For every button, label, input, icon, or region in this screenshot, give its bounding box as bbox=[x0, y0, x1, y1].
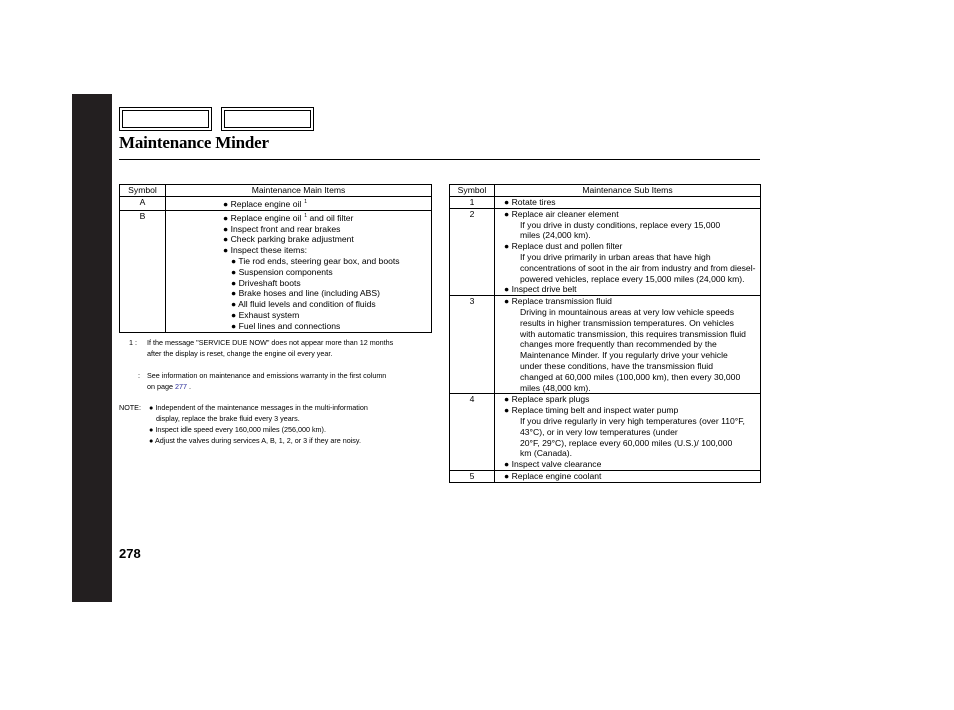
list-item: ● Rotate tires bbox=[504, 197, 556, 207]
footnote-mark: 1 bbox=[304, 212, 308, 219]
item-description: If you drive regularly in very high temperatures (over 110°F, 43°C), or in very low temperatures (under bbox=[520, 415, 745, 437]
item-description: 20°F, 29°C), replace every 60,000 miles (U.S.)/ 100,000 km (Canada). bbox=[520, 437, 733, 459]
footnote-mark: 1 bbox=[304, 199, 308, 205]
items-cell bbox=[495, 296, 761, 394]
column-header-items: Maintenance Main Items bbox=[166, 185, 432, 197]
items-cell bbox=[166, 197, 432, 211]
list-item: ● Replace engine oil $^1$ bbox=[223, 199, 308, 209]
footnote-label: 1 : bbox=[129, 338, 137, 347]
main-items-table bbox=[119, 184, 432, 333]
list-item: ● Driveshaft boots bbox=[231, 277, 301, 288]
list-item: ● Replace air cleaner element bbox=[504, 208, 619, 219]
page-title: Maintenance Minder bbox=[119, 133, 269, 152]
note-block bbox=[119, 402, 439, 450]
list-item: ● Replace dust and pollen filter bbox=[504, 241, 623, 252]
note-label: NOTE: bbox=[119, 403, 141, 412]
list-item: ● Replace timing belt and inspect water pump bbox=[504, 405, 679, 416]
title-divider bbox=[119, 159, 760, 160]
symbol-cell: 3 bbox=[450, 296, 495, 394]
footnote-text: If the message "SERVICE DUE NOW" does not appear more than 12 months bbox=[147, 338, 394, 347]
footnote-text: on page 277 . bbox=[147, 382, 191, 391]
footnote-text: See information on maintenance and emissions warranty in the first column bbox=[147, 371, 387, 380]
list-item: ● Exhaust system bbox=[231, 309, 300, 320]
items-cell bbox=[495, 470, 761, 482]
list-item: ● Replace engine coolant bbox=[504, 470, 602, 481]
list-item: ● Replace spark plugs bbox=[504, 394, 590, 405]
items-cell bbox=[166, 210, 432, 332]
list-item: ● Inspect these items: bbox=[223, 245, 308, 256]
table-header-row bbox=[450, 185, 761, 197]
list-item: ● Suspension components bbox=[231, 266, 333, 277]
symbol-cell: B bbox=[120, 210, 166, 332]
column-header-items: Maintenance Sub Items bbox=[495, 185, 761, 197]
list-item: ● Fuel lines and connections bbox=[231, 320, 341, 331]
table-row bbox=[450, 394, 761, 471]
note-text: ● Inspect idle speed every 160,000 miles (256,000 km). bbox=[149, 425, 326, 434]
note-text: ● Independent of the maintenance messages in the multi-information bbox=[149, 403, 368, 412]
list-item: ● Replace engine oil $^1$ and oil filter bbox=[223, 212, 354, 223]
list-item: ● Brake hoses and line (including ABS) bbox=[231, 288, 380, 299]
column-header-symbol: Symbol bbox=[450, 185, 495, 197]
table-header-row bbox=[120, 185, 432, 197]
footnote-text: after the display is reset, change the engine oil every year. bbox=[147, 349, 333, 358]
table-row bbox=[450, 470, 761, 482]
table-row bbox=[120, 210, 432, 332]
list-item: ● Inspect valve clearance bbox=[504, 459, 602, 470]
table-row bbox=[120, 197, 432, 211]
table-row bbox=[450, 208, 761, 295]
table-row bbox=[450, 197, 761, 209]
list-item: ● Check parking brake adjustment bbox=[223, 234, 354, 245]
header-tab-box-2 bbox=[221, 107, 314, 131]
list-item: ● Replace transmission fluid bbox=[504, 296, 612, 307]
items-cell bbox=[495, 208, 761, 295]
page-link[interactable]: 277 bbox=[174, 382, 187, 391]
symbol-cell: 4 bbox=[450, 394, 495, 471]
footnote-1 bbox=[119, 337, 439, 361]
list-item: ● All fluid levels and condition of fluids bbox=[231, 299, 376, 310]
footnote-label: : bbox=[138, 371, 140, 380]
symbol-cell: 2 bbox=[450, 208, 495, 295]
item-description: If you drive in dusty conditions, replace every 15,000 miles (24,000 km). bbox=[520, 219, 721, 241]
symbol-cell: A bbox=[120, 197, 166, 211]
symbol-cell: 1 bbox=[450, 197, 495, 209]
section-side-tab bbox=[72, 94, 112, 602]
list-item: ● Inspect front and rear brakes bbox=[223, 223, 341, 234]
table-row bbox=[450, 296, 761, 394]
sub-items-table bbox=[449, 184, 761, 483]
list-item: ● Inspect drive belt bbox=[504, 284, 577, 295]
item-description: Driving in mountainous areas at very low vehicle speeds results in higher transmission temperatures. On vehicles with automatic transmission, this requires transmission fluid changes more frequently than recommended by the Maintenance Minder. If you regularly drive your vehicle under these conditions, have the transmission fluid changed at 60,000 miles (100,000 km), then every 30,000 miles (48,000 km). bbox=[520, 306, 746, 393]
items-cell bbox=[495, 394, 761, 471]
page-number: 278 bbox=[119, 546, 141, 561]
item-description: If you drive primarily in urban areas that have high concentrations of soot in the air from industry and from diesel-powered vehicles, replace every 15,000 miles (24,000 km). bbox=[520, 251, 756, 284]
items-cell bbox=[495, 197, 761, 209]
header-tab-box-1 bbox=[119, 107, 212, 131]
list-item: ● Tie rod ends, steering gear box, and boots bbox=[231, 255, 400, 266]
column-header-symbol: Symbol bbox=[120, 185, 166, 197]
note-text: display, replace the brake fluid every 3 years. bbox=[156, 414, 300, 423]
footnote-2 bbox=[119, 370, 439, 394]
note-text: ● Adjust the valves during services A, B, 1, 2, or 3 if they are noisy. bbox=[149, 436, 361, 445]
symbol-cell: 5 bbox=[450, 470, 495, 482]
